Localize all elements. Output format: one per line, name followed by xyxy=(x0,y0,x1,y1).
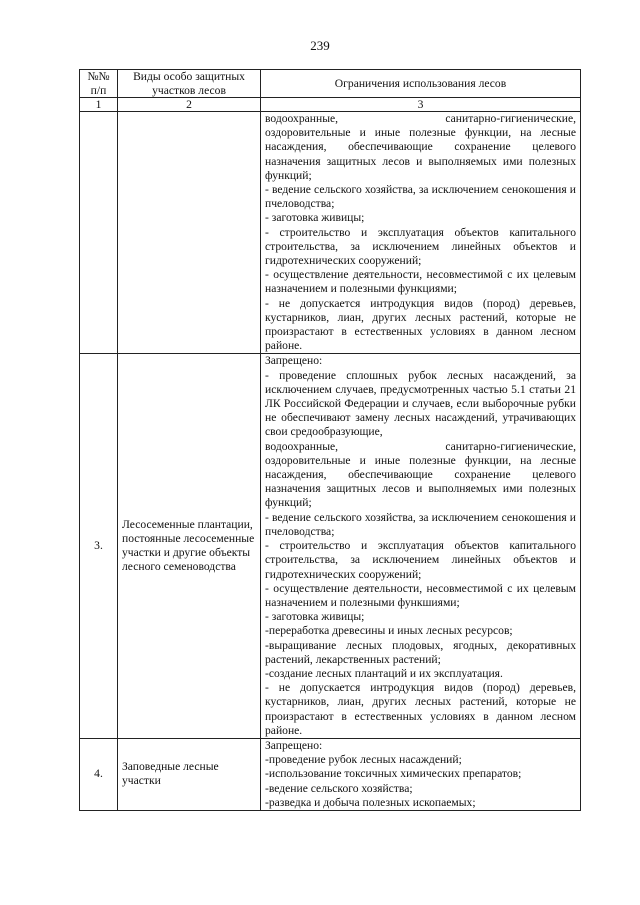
restriction-line: водоохранные, санитарно-гигиенические, xyxy=(265,439,576,453)
row-forest-type xyxy=(118,112,261,354)
restriction-line: - осуществление деятельности, несовместимой с их целевым назначением и полезными функшиями; xyxy=(265,581,576,609)
column-number: 1 xyxy=(80,98,118,112)
restriction-line: - не допускается интродукция видов (пород) деревьев, кустарников, лиан, других лесных растений, которые не произрастают в естественных условиях в данном лесном районе. xyxy=(265,296,576,353)
restriction-line: -переработка древесины и иных лесных ресурсов; xyxy=(265,624,513,638)
table-header-row xyxy=(80,70,581,98)
restriction-line: -разведка и добыча полезных ископаемых; xyxy=(265,795,476,809)
column-number: 3 xyxy=(261,98,581,112)
row-restrictions xyxy=(261,738,581,810)
restriction-line: -ведение сельского хозяйства; xyxy=(265,781,413,795)
restriction-line: - проведение сплошных рубок лесных насаждений, за исключением случаев, предусмотренных частью 5.1 статьи 21 ЛК Российской Федерации и случаев, если выборочные рубки не обеспечивают замену лесных насаждений, утрачивающих свои средообразующие, xyxy=(265,368,576,439)
table-row xyxy=(80,354,581,738)
restriction-line: оздоровительные и иные полезные функции, на лесные насаждения, обеспечивающие сохранение целевого назначения защитных лесов и выполняемых ими полезных функций; xyxy=(265,126,576,182)
row-forest-type: Лесосеменные плантации, постоянные лесосеменные участки и другие объекты лесного семеноводства xyxy=(118,354,261,738)
restrictions-table xyxy=(79,69,581,811)
restriction-line: - заготовка живицы; xyxy=(265,610,365,624)
row-forest-type: Заповедные лесные участки xyxy=(118,738,261,810)
table-row xyxy=(80,738,581,810)
row-number xyxy=(80,112,118,354)
restriction-line: - не допускается интродукция видов (пород) деревьев, кустарников, лиан, других лесных растений, которые не произрастают в естественных условиях в данном лесном районе. xyxy=(265,681,576,737)
restriction-line: -выращивание лесных плодовых, ягодных, декоративных растений, лекарственных растений; xyxy=(265,638,576,666)
header-number: №№ п/п xyxy=(80,70,118,98)
header-forest-type: Виды особо защитных участков лесов xyxy=(118,70,261,98)
restriction-line: - ведение сельского хозяйства, за исключением сенокошения и пчеловодства; xyxy=(265,183,576,211)
row-restrictions xyxy=(261,354,581,738)
row-restrictions xyxy=(261,112,581,354)
restriction-line: водоохранные, санитарно-гигиенические, xyxy=(265,112,576,125)
row-number: 4. xyxy=(80,738,118,810)
restriction-line: - заготовка живицы; xyxy=(265,211,365,225)
restriction-line: Запрещено: xyxy=(265,738,323,752)
restriction-line: -создание лесных плантаций и их эксплуатация. xyxy=(265,666,503,680)
restriction-line: Запрещено: xyxy=(265,354,323,368)
restriction-line: - осуществление деятельности, несовместимой с их целевым назначением и полезными функциями; xyxy=(265,268,576,296)
table-row xyxy=(80,112,581,354)
restriction-line: -использование токсичных химических препаратов; xyxy=(265,767,522,781)
restriction-line: - ведение сельского хозяйства, за исключением сенокошения и пчеловодства; xyxy=(265,510,576,538)
header-restrictions: Ограничения использования лесов xyxy=(261,70,581,98)
column-number-row xyxy=(80,98,581,112)
restriction-line: - строительство и эксплуатация объектов капитального строительства, за исключением линейных объектов и гидротехнических сооружений; xyxy=(265,225,576,268)
restriction-line: - строительство и эксплуатация объектов капитального строительства, за исключением линейных объектов и гидротехнических сооружений; xyxy=(265,539,576,581)
page-number: 239 xyxy=(310,38,330,53)
column-number: 2 xyxy=(118,98,261,112)
restriction-line: оздоровительные и иные полезные функции, на лесные насаждения, обеспечивающие сохранение целевого назначения защитных лесов и выполняемых ими полезных функций; xyxy=(265,453,576,510)
row-number: 3. xyxy=(80,354,118,738)
restriction-line: -проведение рубок лесных насаждений; xyxy=(265,753,462,767)
